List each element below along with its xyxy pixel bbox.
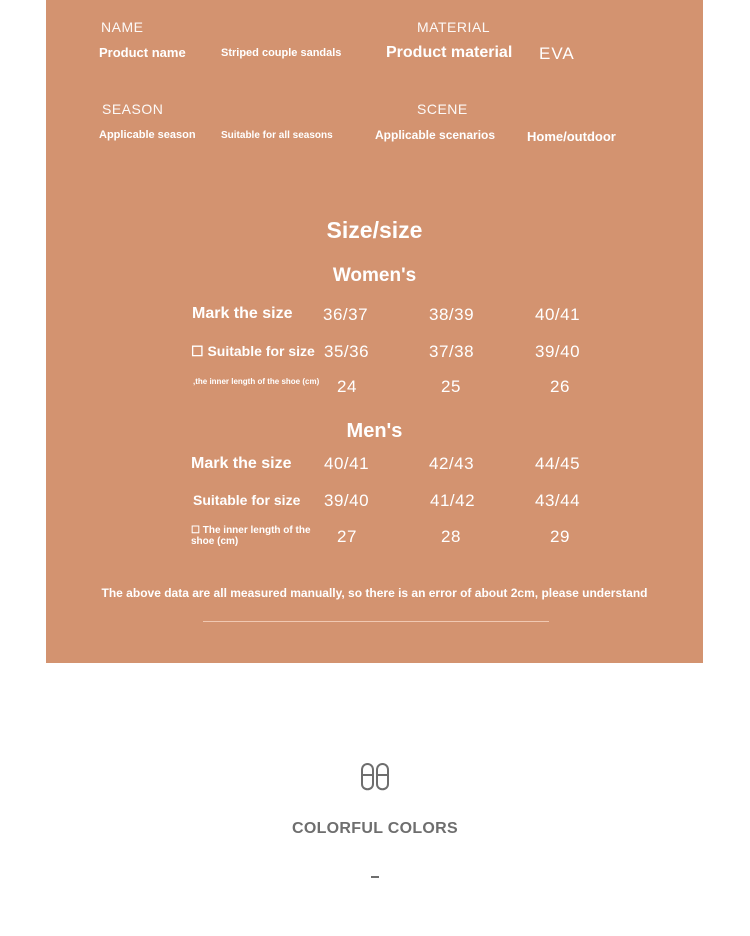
section-title: COLORFUL COLORS (292, 820, 458, 837)
women-mark-value: 38/39 (429, 305, 475, 324)
women-suitable-value: 39/40 (535, 342, 581, 361)
size-title: Size/size (326, 217, 423, 243)
women-mark-value: 40/41 (535, 305, 581, 324)
product-info-panel (46, 0, 703, 663)
men-suitable-value: 41/42 (430, 491, 476, 510)
women-length-value: 26 (550, 377, 570, 396)
season-label: Applicable season (99, 129, 196, 141)
men-length-value: 27 (337, 527, 357, 546)
men-mark-value: 42/43 (429, 454, 475, 473)
women-length-label: ,the inner length of the shoe (cm) (193, 377, 320, 386)
scene-label: Applicable scenarios (375, 128, 496, 142)
measurement-note: The above data are all measured manually, so there is an error of about 2cm, please understand (101, 586, 648, 600)
men-heading: Men's (346, 420, 403, 442)
sandals-icon (359, 760, 391, 792)
men-length-label: ☐ The inner length of the shoe (cm) (191, 525, 311, 547)
name-caption: NAME (101, 19, 144, 35)
men-length-value: 29 (550, 527, 570, 546)
women-suitable-value: 35/36 (324, 342, 370, 361)
men-mark-value: 44/45 (535, 454, 581, 473)
women-mark-label: Mark the size (192, 305, 293, 322)
season-caption: SEASON (102, 101, 164, 117)
men-mark-label: Mark the size (191, 455, 292, 472)
women-length-value: 25 (441, 377, 461, 396)
material-label: Product material (386, 44, 513, 61)
men-length-value: 28 (441, 527, 461, 546)
women-mark-value: 36/37 (323, 305, 369, 324)
season-value: Suitable for all seasons (221, 130, 333, 141)
scene-caption: SCENE (417, 101, 468, 117)
women-heading: Women's (332, 265, 417, 286)
scene-value: Home/outdoor (527, 129, 616, 144)
women-suitable-label: ☐ Suitable for size (191, 343, 315, 359)
women-length-value: 24 (337, 377, 357, 396)
men-suitable-value: 39/40 (324, 491, 370, 510)
men-mark-value: 40/41 (324, 454, 370, 473)
material-value: EVA (539, 44, 575, 63)
section-dash (371, 876, 379, 878)
material-caption: MATERIAL (417, 19, 490, 35)
men-suitable-value: 43/44 (535, 491, 581, 510)
divider-line (203, 621, 549, 622)
women-suitable-value: 37/38 (429, 342, 475, 361)
men-suitable-label: Suitable for size (193, 492, 301, 508)
name-value: Striped couple sandals (221, 47, 342, 59)
name-label: Product name (99, 45, 186, 60)
